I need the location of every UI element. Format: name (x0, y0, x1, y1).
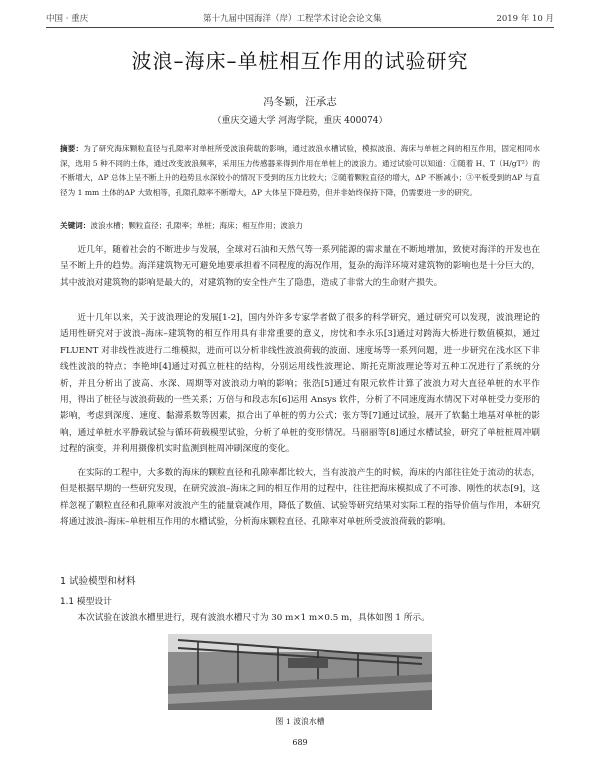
keywords-label: 关键词： (60, 221, 91, 230)
abstract (60, 142, 540, 200)
figure-caption: 图 1 波浪水槽 (275, 717, 325, 726)
keywords (60, 219, 540, 233)
wave-flume-photo (168, 634, 432, 710)
authors: 冯冬颖，汪承志 (263, 96, 337, 108)
page-number: 689 (292, 738, 308, 747)
keywords-text: 波浪水槽；颗粒直径；孔隙率；单桩；海床；相互作用；波浪力 (90, 221, 303, 230)
paragraph-intro-1: 近几年，随着社会的不断进步与发展，全球对石油和天然气等一系列能源的需求量在不断地增加，致使对海洋的开发也在呈不断上升的趋势。海洋建筑物无可避免地要承担着不同程度的海况作用，复杂的海洋环境对建筑物的影响也是十分巨大的，其中波浪对建筑物的影响是最大的，对建筑物的安全性产生了隐患，造成了非常大的生命财产损失。 (60, 245, 540, 288)
abstract-label: 摘要： (60, 144, 84, 153)
header-right: 2019 年 10 月 (496, 14, 554, 24)
header-center: 第十九届中国海洋（岸）工程学术讨论会论文集 (203, 14, 382, 24)
running-header (46, 12, 554, 24)
paragraph-intro-2: 近十几年以来，关于波浪理论的发展[1-2]，国内外许多专家学者做了很多的科学研究，通过研究可以发现，波浪理论的适用性研究对于波浪–海床–建筑物的相互作用具有非常重要的意义，房忱和李永乐[3]通过对跨海大桥进行数值模拟，通过 FLUENT 对非线性波进行二维模拟，进而可以分析非线性波浪荷载的波面、速度场等一系列问题，进一步研究在浅水区下非线性波浪的特点；李艳坤[4]通过对孤立桩柱的结构，分别运用线性波理论、斯托克斯波理论等对五种工况进行了系统的分析，并且分析出了波高、水深、周期等对波浪动力响的影响；张浩[5]通过有限元软件计算了波浪力对大直径单桩的水平作用，得出了桩径与波浪荷载的一些关系；万倍与和段志东[6]运用 Ansys 软件，分析了不同速度海水情况下对单桩受力变形的影响，考虑到深度、速度、黏滞系数等因素，拟合出了单桩的剪力公式；张方等[7]通过试验，展开了软黏土地基对单桩的影响，通过单桩水平静载试验与循环荷载模型试验，分析了单桩的变形情况。马丽丽等[8]通过水槽试验，研究了单桩桩周冲刷过程的演变，并利用摄像机实时监测到桩周冲刷深度的变化。 (60, 313, 540, 455)
section-heading-1-1: 1.1 模型设计 (60, 597, 112, 607)
affiliation: （重庆交通大学 河海学院，重庆 400074） (212, 116, 388, 126)
header-rule (46, 27, 554, 28)
header-left: 中国 · 重庆 (46, 14, 89, 24)
section-heading-1: 1 试验模型和材料 (60, 576, 136, 587)
wave-flume-illustration (168, 634, 432, 710)
paragraph-intro-3: 在实际的工程中，大多数的海床的颗粒直径和孔隙率都比较大，当有波浪产生的时候，海床的内部往往处于流动的状态，但是根据早期的一些研究发现，在研究波浪–海床之间的相互作用的过程中，往往把海床模拟成了不可渗、刚性的状态[9]，这样忽视了颗粒直径和孔隙率对波浪产生的能量衰减作用，降低了数值、试验等研究结果对实际工程的指导价值与作用，本研究将通过波浪–海床–单桩相互作用的水槽试验，分析海床颗粒直径、孔隙率对单桩所受波浪荷载的影响。 (60, 468, 540, 528)
abstract-text: 为了研究海床颗粒直径与孔隙率对单桩所受波浪荷载的影响，通过波浪水槽试验，模拟波浪、海床与单桩之间的相互作用，固定相同水深，选用 5 种不同的土体，通过改变波浪频率，采用压力传感器来得到作用在单桩上的波浪力。通过试验可以知道：①随着 H、T（H/gT²）的不断增大，ΔP 总体上呈不断上升的趋势且水深较小的情况下受到的压力比较大；②随着颗粒直径的增大，ΔP 不断减小；③平板受到的ΔP 与直径为 1 mm 土体的ΔP 大致相等，孔隙孔隙率不断增大，ΔP 大体呈下降趋势，但并非始终保持下降，仍需要进一步的研究。 (60, 144, 540, 197)
paragraph-model-design: 本次试验在波浪水槽里进行，现有波浪水槽尺寸为 30 m×1 m×0.5 m，具体如图 1 所示。 (77, 613, 430, 623)
paper-title: 波浪–海床–单桩相互作用的试验研究 (131, 49, 469, 73)
